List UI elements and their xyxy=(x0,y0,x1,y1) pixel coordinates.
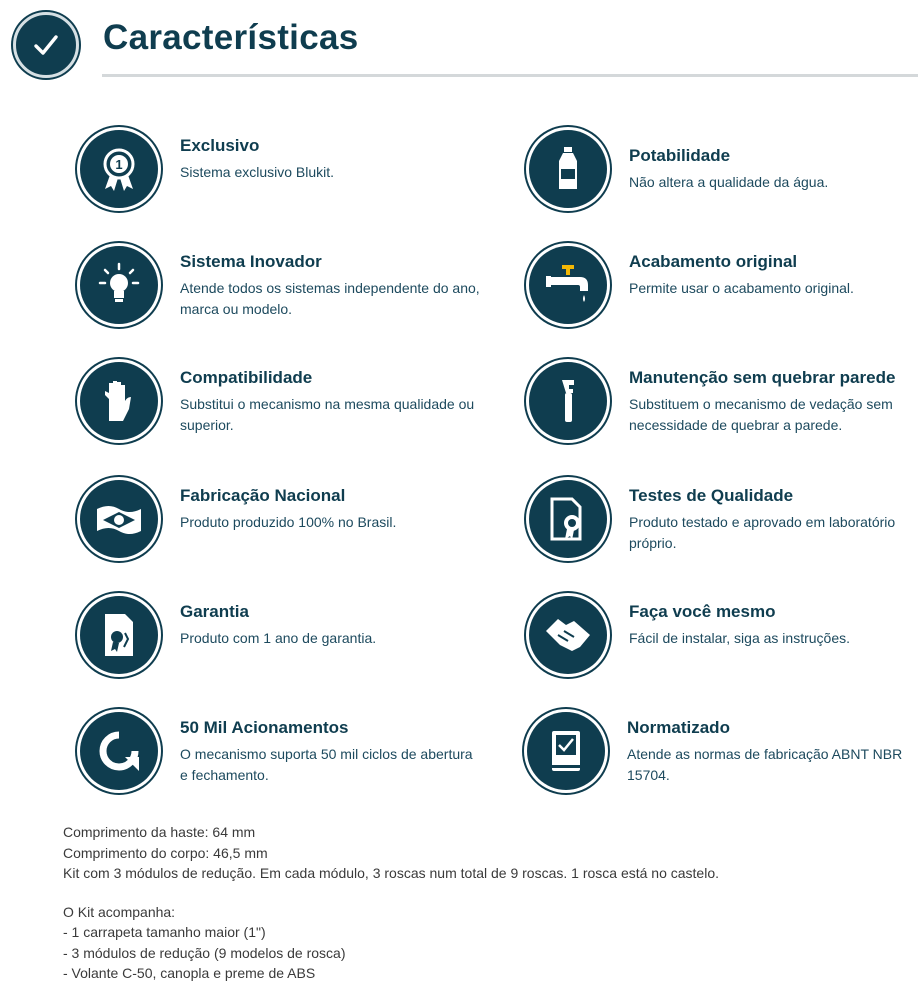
kit-contents-title: O Kit acompanha: xyxy=(63,903,176,920)
feature-manutencao xyxy=(529,362,921,446)
feature-description: Produto com 1 ano de garantia. xyxy=(180,630,377,646)
feature-description: Produto produzido 100% no Brasil. xyxy=(180,514,397,530)
spec-haste: Comprimento da haste: 64 mm xyxy=(63,824,256,840)
feature-description: Produto testado e aprovado em laboratório próprio. xyxy=(629,514,896,551)
svg-text:1: 1 xyxy=(115,157,123,172)
feature-description: Atende todos os sistemas independente do ano, marca ou modelo. xyxy=(180,280,480,317)
feature-title: Testes de Qualidade xyxy=(629,486,794,505)
brazil-flag-icon xyxy=(95,495,143,543)
feature-title: Compatibilidade xyxy=(180,368,313,387)
feature-fabricacao-nacional xyxy=(80,480,500,564)
feature-title: Manutenção sem quebrar parede xyxy=(629,368,896,387)
feature-description: Atende as normas de fabricação ABNT NBR 15704. xyxy=(627,746,903,783)
feature-exclusivo xyxy=(80,130,500,214)
feature-title: Sistema Inovador xyxy=(180,252,322,271)
feature-50-mil-acionamentos xyxy=(80,712,500,796)
section-header xyxy=(0,0,921,80)
feature-faca-voce-mesmo xyxy=(529,596,921,680)
award-medal-icon xyxy=(95,145,143,193)
feature-title: Exclusivo xyxy=(180,136,260,155)
handshake-icon xyxy=(544,611,592,659)
spec-corpo: Comprimento do corpo: 46,5 mm xyxy=(63,844,268,861)
feature-potabilidade xyxy=(529,130,921,214)
feature-title: Fabricação Nacional xyxy=(180,486,346,505)
header-divider xyxy=(102,74,918,77)
faucet-icon xyxy=(544,261,592,309)
page-title: Características xyxy=(103,18,359,57)
light-bulb-icon xyxy=(95,261,143,309)
feature-description: Fácil de instalar, siga as instruções. xyxy=(629,630,850,646)
feature-description: Permite usar o acabamento original. xyxy=(629,280,854,296)
check-icon xyxy=(30,29,62,61)
feature-description: Sistema exclusivo Blukit. xyxy=(180,164,335,180)
pipe-wrench-icon xyxy=(544,377,592,425)
glove-hand-icon xyxy=(95,377,143,425)
warranty-document-icon xyxy=(95,611,143,659)
cycle-arrow-icon xyxy=(95,727,143,775)
feature-testes-qualidade xyxy=(529,480,921,564)
feature-title: Potabilidade xyxy=(629,146,731,165)
feature-title: Acabamento original xyxy=(629,252,798,271)
quality-certificate-icon xyxy=(544,495,592,543)
feature-description: Substitui o mecanismo na mesma qualidade ou superior. xyxy=(180,396,475,433)
kit-item: - 1 carrapeta tamanho maior (1") xyxy=(63,924,266,940)
header-badge xyxy=(13,12,79,78)
kit-item: - Volante C-50, canopla e preme de ABS xyxy=(63,965,316,981)
feature-acabamento-original xyxy=(529,246,921,330)
product-specs xyxy=(63,822,913,984)
standards-book-icon xyxy=(542,727,590,775)
feature-description: Substituem o mecanismo de vedação sem necessidade de quebrar a parede. xyxy=(629,396,893,433)
feature-title: Faça você mesmo xyxy=(629,602,776,621)
kit-item: - 3 módulos de redução (9 modelos de rosca) xyxy=(63,944,346,961)
feature-description: Não altera a qualidade da água. xyxy=(629,174,829,190)
feature-compatibilidade xyxy=(80,362,500,446)
feature-title: Normatizado xyxy=(627,718,730,737)
water-bottle-icon xyxy=(544,145,592,193)
feature-description: O mecanismo suporta 50 mil ciclos de abertura e fechamento. xyxy=(180,746,473,783)
spec-kit-modulos: Kit com 3 módulos de redução. Em cada módulo, 3 roscas num total de 9 roscas. 1 rosca está no castelo. xyxy=(63,865,720,881)
feature-sistema-inovador xyxy=(80,246,500,330)
feature-title: 50 Mil Acionamentos xyxy=(180,718,349,737)
feature-garantia xyxy=(80,596,500,680)
feature-title: Garantia xyxy=(180,602,249,621)
feature-normatizado xyxy=(527,712,921,796)
